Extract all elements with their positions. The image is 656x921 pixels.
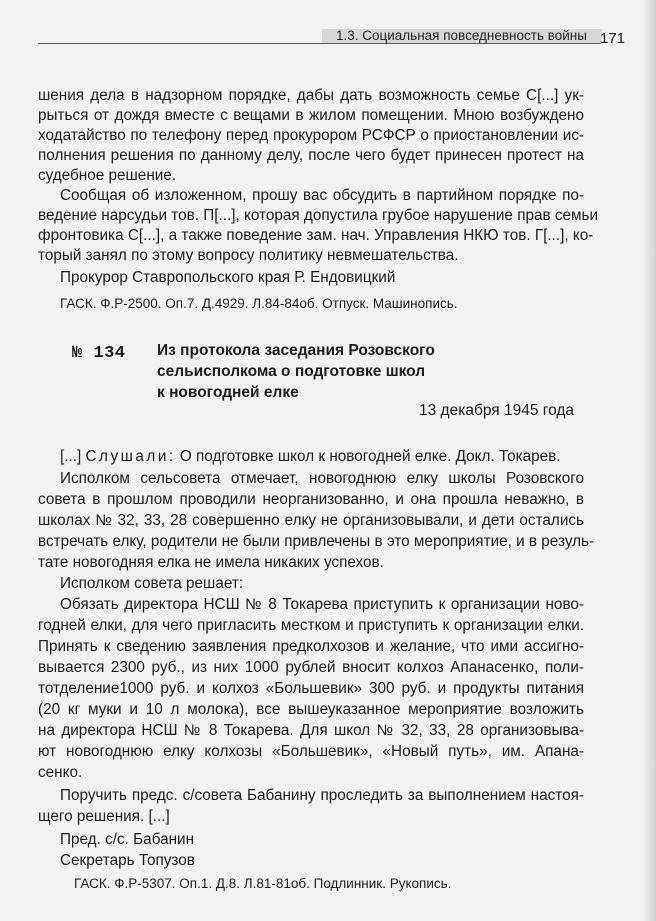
text-line: годней елки, для чего пригласить местком и приступить к организации елки. — [38, 617, 584, 634]
heard-label: Слушали: — [85, 448, 176, 465]
text-line: тате новогодняя елка не имела никаких успехов. — [38, 554, 384, 571]
text-line: совета в прошлом проводили неорганизованно, и она прошла неважно, в — [38, 491, 584, 508]
text-line: ходатайство по телефону перед прокурором РСФСР о приостановлении ис- — [38, 127, 584, 144]
text-line: Сообщая об изложенном, прошу вас обсудить в партийном порядке по- — [60, 187, 584, 204]
text-line: щего решения. [...] — [38, 808, 170, 825]
text-line: рыться от дождя вместе с вещами в жилом помещении. Мною возбуждено — [38, 107, 584, 124]
document-title-line: Из протокола заседания Розовского — [157, 342, 435, 359]
document-title — [157, 340, 435, 403]
text-line: (20 кг муки и 10 л молока), все вышеуказанное мероприятие возложить — [38, 701, 584, 718]
page-number: 171 — [600, 30, 626, 47]
text-line: встречать елку, родители не были привлечены в это мероприятие, и в резуль- — [38, 533, 595, 550]
signature-line: Прокурор Ставропольского края Р. Ендовицкий — [60, 269, 396, 286]
text-line: школах № 32, 33, 28 совершенно елку не организовывали, и дети остались — [38, 512, 584, 529]
text-line: ведение нарсудьи тов. П[...], которая допустила грубое нарушение прав семьи — [38, 207, 599, 224]
text-line: Исполком совета решает: — [60, 575, 244, 592]
text-line: фронтовика С[...], а также поведение зам. нач. Управления НКЮ тов. Г[...], ко- — [38, 227, 594, 244]
ellipsis-mark: [...] — [60, 448, 86, 465]
header-rule — [38, 43, 600, 44]
text-line: Поручить предс. с/совета Бабанину проследить за выполнением настоя- — [60, 787, 584, 804]
document-title-line: к новогодней елке — [157, 384, 299, 401]
text-line: судебное решение. — [38, 167, 177, 184]
text-line: шения дела в надзорном порядке, дабы дать возможность семье С[...] ук- — [38, 87, 584, 104]
text-line: полнения решения по данному делу, после чего будет принесен протест на — [38, 147, 584, 164]
text-line: тотделение1000 руб. и колхоз «Большевик» 300 руб. и продукты питания — [38, 680, 584, 697]
running-header-title: 1.3. Социальная повседневность войны — [336, 28, 587, 43]
archive-source: ГАСК. Ф.Р-5307. Оп.1. Д.8. Л.81-81об. Подлинник. Рукопись. — [74, 876, 452, 891]
signature-line: Секретарь Топузов — [60, 852, 195, 869]
text-line: на директора НСШ № 8 Токарева. Для школ № 32, 33, 28 организовыва- — [38, 722, 584, 739]
heard-text: О подготовке школ к новогодней елке. Докл. Токарев. — [175, 448, 561, 465]
heard-line — [60, 447, 584, 466]
archive-source: ГАСК. Ф.Р-2500. Оп.7. Д.4929. Л.84-84об. Отпуск. Машинопись. — [60, 296, 458, 311]
document-number: № 134 — [72, 344, 126, 363]
text-line: торый занял по этому вопросу политику невмешательства. — [38, 247, 459, 264]
text-line: сенко. — [38, 764, 83, 781]
text-line: Исполком сельсовета отмечает, новогоднюю елку школы Розовского — [60, 470, 584, 487]
document-title-line: сельисполкома о подготовке школ — [157, 363, 426, 380]
text-line: ют новогоднюю елку колхозы «Большевик», «Новый путь», им. Апана- — [38, 743, 584, 760]
document-date: 13 декабря 1945 года — [419, 402, 575, 419]
signature-line: Пред. с/с. Бабанин — [60, 831, 195, 848]
text-line: Обязать директора НСШ № 8 Токарева приступить к организации ново- — [60, 596, 584, 613]
text-line: Принять к сведению заявления предколхозов и желание, что ими ассигно- — [38, 638, 584, 655]
text-line: вывается 2300 руб., из них 1000 рублей вносит колхоз Апанасенко, поли- — [38, 659, 584, 676]
scan-edge-shadow — [642, 0, 656, 921]
